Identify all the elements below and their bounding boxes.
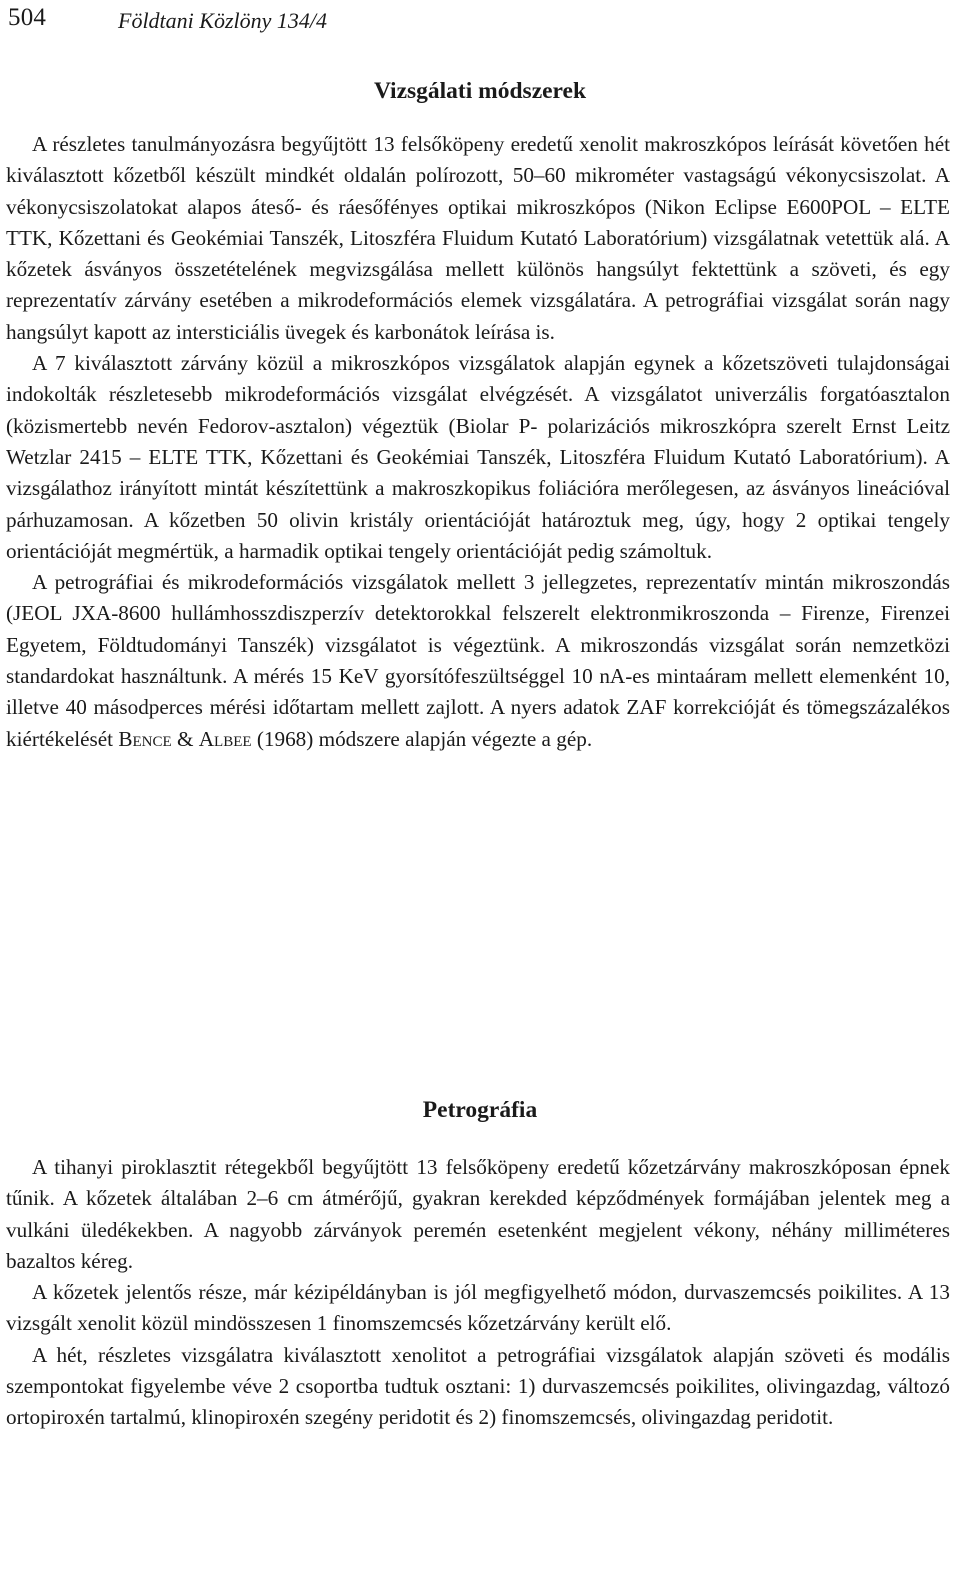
paragraph-text: A petrográfiai és mikrodeformációs vizsgálatok mellett 3 jellegzetes, reprezentatív mintán mikroszondás (JEOL JXA-8600 hullámhosszdiszperzív detektorokkal felszerelt elektronmikroszonda – Firenze, Firenzei Egyetem, Földtudományi Tanszék) vizsgálatot is végeztünk. A mikroszondás vizsgálat során nemzetközi standardokat használtunk. A mérés 15 KeV gyorsítófeszültséggel 10 nA-es mintaáram mellett elemenként 10, illetve 40 másodperces mérési időtartam mellett zajlott. A nyers adatok ZAF korrekcióját és tömegszázalékos kiértékelését: [6, 570, 950, 751]
paragraph: A részletes tanulmányozásra begyűjtött 13 felsőköpeny eredetű xenolit makroszkópos leírását követően hét kiválasztott kőzetből készült mindkét oldalán polírozott, 50–60 mikrométer vastagságú vékonycsiszolat. A vékonycsiszolatokat alapos áteső- és ráesőfényes optikai mikroszkópos (Nikon Eclipse E600POL – ELTE TTK, Kőzettani és Geokémiai Tanszék, Litoszféra Fluidum Kutató Laboratórium) vizsgálatnak vetettük alá. A kőzetek ásványos összetételének megvizsgálása mellett különös hangsúlyt fektettünk a szöveti, és egy reprezentatív zárvány esetében a mikrodeformációs elemek vizsgálatára. A petrográfiai vizsgálat során nagy hangsúlyt kapott az intersticiális üvegek és karbonátok leírása is.: [6, 132, 950, 344]
paragraph: A 7 kiválasztott zárvány közül a mikroszkópos vizsgálatok alapján egynek a kőzetszöveti tulajdonságai indokolták részletesebb mikrodeformációs vizsgálat elvégzését. A vizsgálatot univerzális forgatóasztalon (közismertebb nevén Fedorov-asztalon) végeztük (Biolar P- polarizációs mikroszkópra szerelt Ernst Leitz Wetzlar 2415 – ELTE TTK, Kőzettani és Geokémiai Tanszék, Litoszféra Fluidum Kutató Laboratórium). A vizsgálathoz irányított mintát készítettünk a makroszkopikus foliációra merőlegesen, az ásványos lineációval párhuzamosan. A kőzetben 50 olivin kristály orientációját határoztuk meg, úgy, hogy 2 optikai tengely orientációját megmértük, a harmadik optikai tengely orientációját pedig számoltuk.: [6, 351, 950, 563]
paragraph: A tihanyi piroklasztit rétegekből begyűjtött 13 felsőköpeny eredetű kőzetzárvány makroszkóposan épnek tűnik. A kőzetek általában 2–6 cm átmérőjű, gyakran kerekded képződmények formájában jelentek meg a vulkáni üledékekben. A nagyobb zárványok peremén esetenként megjelent vékony, néhány milliméteres bazaltos kéreg.: [6, 1155, 950, 1273]
citation-tail: (1968) módszere alapján végezte a gép.: [256, 726, 593, 751]
petrography-body: [6, 1152, 950, 1434]
page-number: 504: [8, 4, 47, 31]
paragraph: A hét, részletes vizsgálatra kiválasztott xenolitot a petrográfiai vizsgálatok alapján szöveti és modális szempontokat figyelembe véve 2 csoportba tudtuk osztani: 1) durvaszemcsés poikilites, olivingazdag, változó ortopiroxén tartalmú, klinopiroxén szegény peridotit és 2) finomszemcsés, olivingazdag peridotit.: [6, 1342, 950, 1430]
journal-title: Földtani Közlöny 134/4: [118, 8, 327, 33]
running-head: [8, 4, 948, 38]
citation-author-1: Bence: [118, 726, 172, 751]
section-heading-methods: Vizsgálati módszerek: [373, 78, 587, 104]
methods-body: [6, 129, 950, 755]
citation-ampersand: &: [176, 726, 194, 751]
paragraph: [6, 567, 950, 755]
section-heading-petrography: Petrográfia: [422, 1097, 538, 1123]
paragraph: A kőzetek jelentős része, már kézipéldányban is jól megfigyelhető módon, durvaszemcsés poikilites. A 13 vizsgált xenolit közül mindösszesen 1 finomszemcsés kőzetzárvány került elő.: [6, 1280, 950, 1336]
citation-author-2: Albee: [198, 726, 252, 751]
